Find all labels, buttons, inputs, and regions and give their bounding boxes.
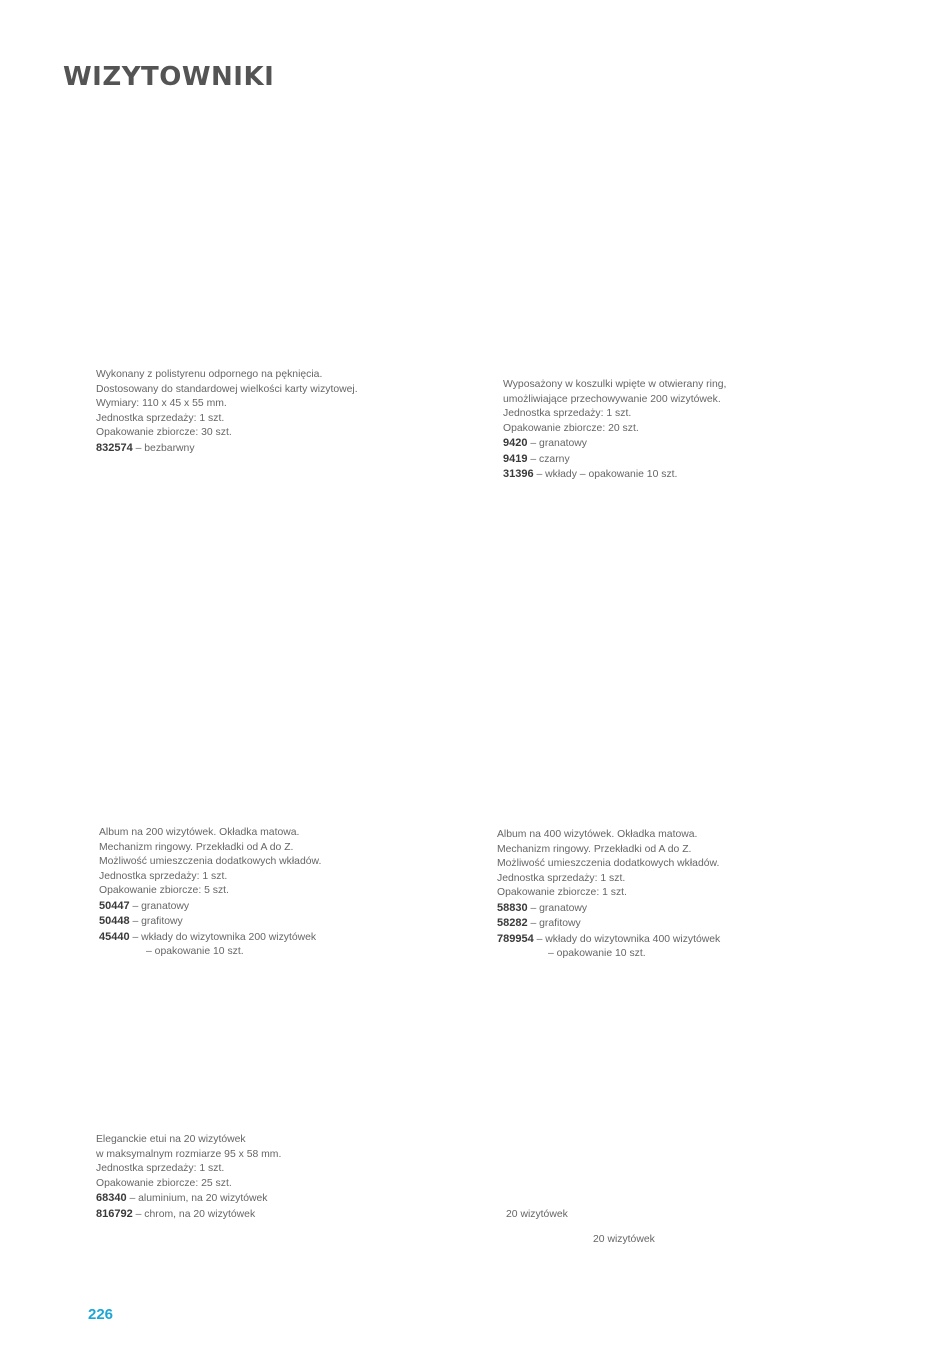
page-title: WIZYTOWNIKI — [63, 62, 275, 92]
product-code: 50447 — [99, 899, 130, 912]
product-code-row — [497, 901, 720, 917]
product-variant: – czarny — [527, 453, 570, 465]
page-number: 226 — [88, 1306, 114, 1323]
product-variant: – wkłady do wizytownika 200 wizytówek — [129, 931, 317, 943]
product-description-1 — [96, 368, 358, 456]
product-code: 31396 — [503, 468, 534, 480]
product-code: 45440 — [99, 930, 130, 943]
product-variant: – grafitowy — [129, 916, 183, 927]
continuation-line: – opakowanie 10 szt. — [146, 946, 244, 957]
product-variant: – wkłady do wizytownika 400 wizytówek — [533, 933, 721, 945]
description-line: Możliwość umieszczenia dodatkowych wkładów. — [497, 858, 720, 869]
image-caption: 20 wizytówek — [506, 1209, 568, 1220]
product-code-row — [96, 441, 358, 457]
continuation-line: – opakowanie 10 szt. — [548, 948, 646, 959]
product-code-row — [503, 452, 726, 468]
description-line: Wykonany z polistyrenu odpornego na pęknięcia. — [96, 369, 323, 380]
description-line: Jednostka sprzedaży: 1 szt. — [497, 872, 626, 884]
description-line: Wyposażony w koszulki wpięte w otwierany ring, — [503, 379, 727, 390]
product-code: 58282 — [497, 917, 528, 929]
description-line: Jednostka sprzedaży: 1 szt. — [503, 408, 632, 419]
description-line: Opakowanie zbiorcze: 1 szt. — [497, 887, 627, 898]
description-line: Opakowanie zbiorcze: 20 szt. — [503, 422, 639, 434]
description-line: Mechanizm ringowy. Przekładki od A do Z. — [99, 841, 294, 853]
description-line: Wymiary: 110 x 45 x 55 mm. — [96, 398, 227, 409]
description-line: Opakowanie zbiorcze: 30 szt. — [96, 427, 232, 438]
description-line: Opakowanie zbiorcze: 25 szt. — [96, 1177, 232, 1189]
product-code-row — [503, 467, 726, 483]
product-variant: – granatowy — [527, 438, 587, 449]
product-code: 789954 — [497, 932, 534, 945]
product-code: 50448 — [99, 915, 130, 927]
description-line: Album na 400 wizytówek. Okładka matowa. — [497, 829, 698, 840]
image-caption: 20 wizytówek — [593, 1234, 655, 1245]
product-code: 816792 — [96, 1207, 133, 1220]
description-line: Mechanizm ringowy. Przekładki od A do Z. — [497, 843, 692, 855]
description-line: w maksymalnym rozmiarze 95 x 58 mm. — [96, 1148, 282, 1160]
description-line: Album na 200 wizytówek. Okładka matowa. — [99, 827, 300, 838]
product-description-5 — [96, 1133, 281, 1222]
product-code: 68340 — [96, 1192, 127, 1204]
description-line: Eleganckie etui na 20 wizytówek — [96, 1134, 246, 1145]
product-variant: – bezbarwny — [132, 442, 195, 454]
description-line: Jednostka sprzedaży: 1 szt. — [96, 412, 225, 424]
product-code-row — [503, 436, 726, 452]
product-description-3 — [99, 826, 321, 960]
product-code-row — [96, 1191, 281, 1207]
product-variant: – wkłady – opakowanie 10 szt. — [533, 469, 678, 480]
product-code-row — [99, 930, 321, 946]
product-description-4 — [497, 828, 720, 962]
product-variant: – chrom, na 20 wizytówek — [132, 1208, 256, 1220]
product-code-row — [96, 1207, 281, 1223]
description-line: Jednostka sprzedaży: 1 szt. — [96, 1163, 225, 1174]
description-line: umożliwiające przechowywanie 200 wizytówek. — [503, 393, 721, 405]
product-code-row — [497, 916, 720, 932]
product-code: 832574 — [96, 441, 133, 454]
description-line: Możliwość umieszczenia dodatkowych wkładów. — [99, 856, 322, 867]
product-variant: – aluminium, na 20 wizytówek — [126, 1193, 268, 1204]
product-code-row — [99, 899, 321, 915]
product-code: 9419 — [503, 452, 528, 465]
product-variant: – granatowy — [527, 902, 588, 914]
description-line: Opakowanie zbiorcze: 5 szt. — [99, 885, 229, 896]
product-variant: – granatowy — [129, 900, 190, 912]
product-variant: – grafitowy — [527, 918, 581, 929]
product-code-row — [497, 932, 720, 948]
product-code-row — [99, 914, 321, 930]
description-line: Dostosowany do standardowej wielkości karty wizytowej. — [96, 383, 358, 395]
product-code: 9420 — [503, 437, 528, 449]
description-line: Jednostka sprzedaży: 1 szt. — [99, 870, 228, 882]
product-description-2 — [503, 378, 726, 483]
product-code: 58830 — [497, 901, 528, 914]
